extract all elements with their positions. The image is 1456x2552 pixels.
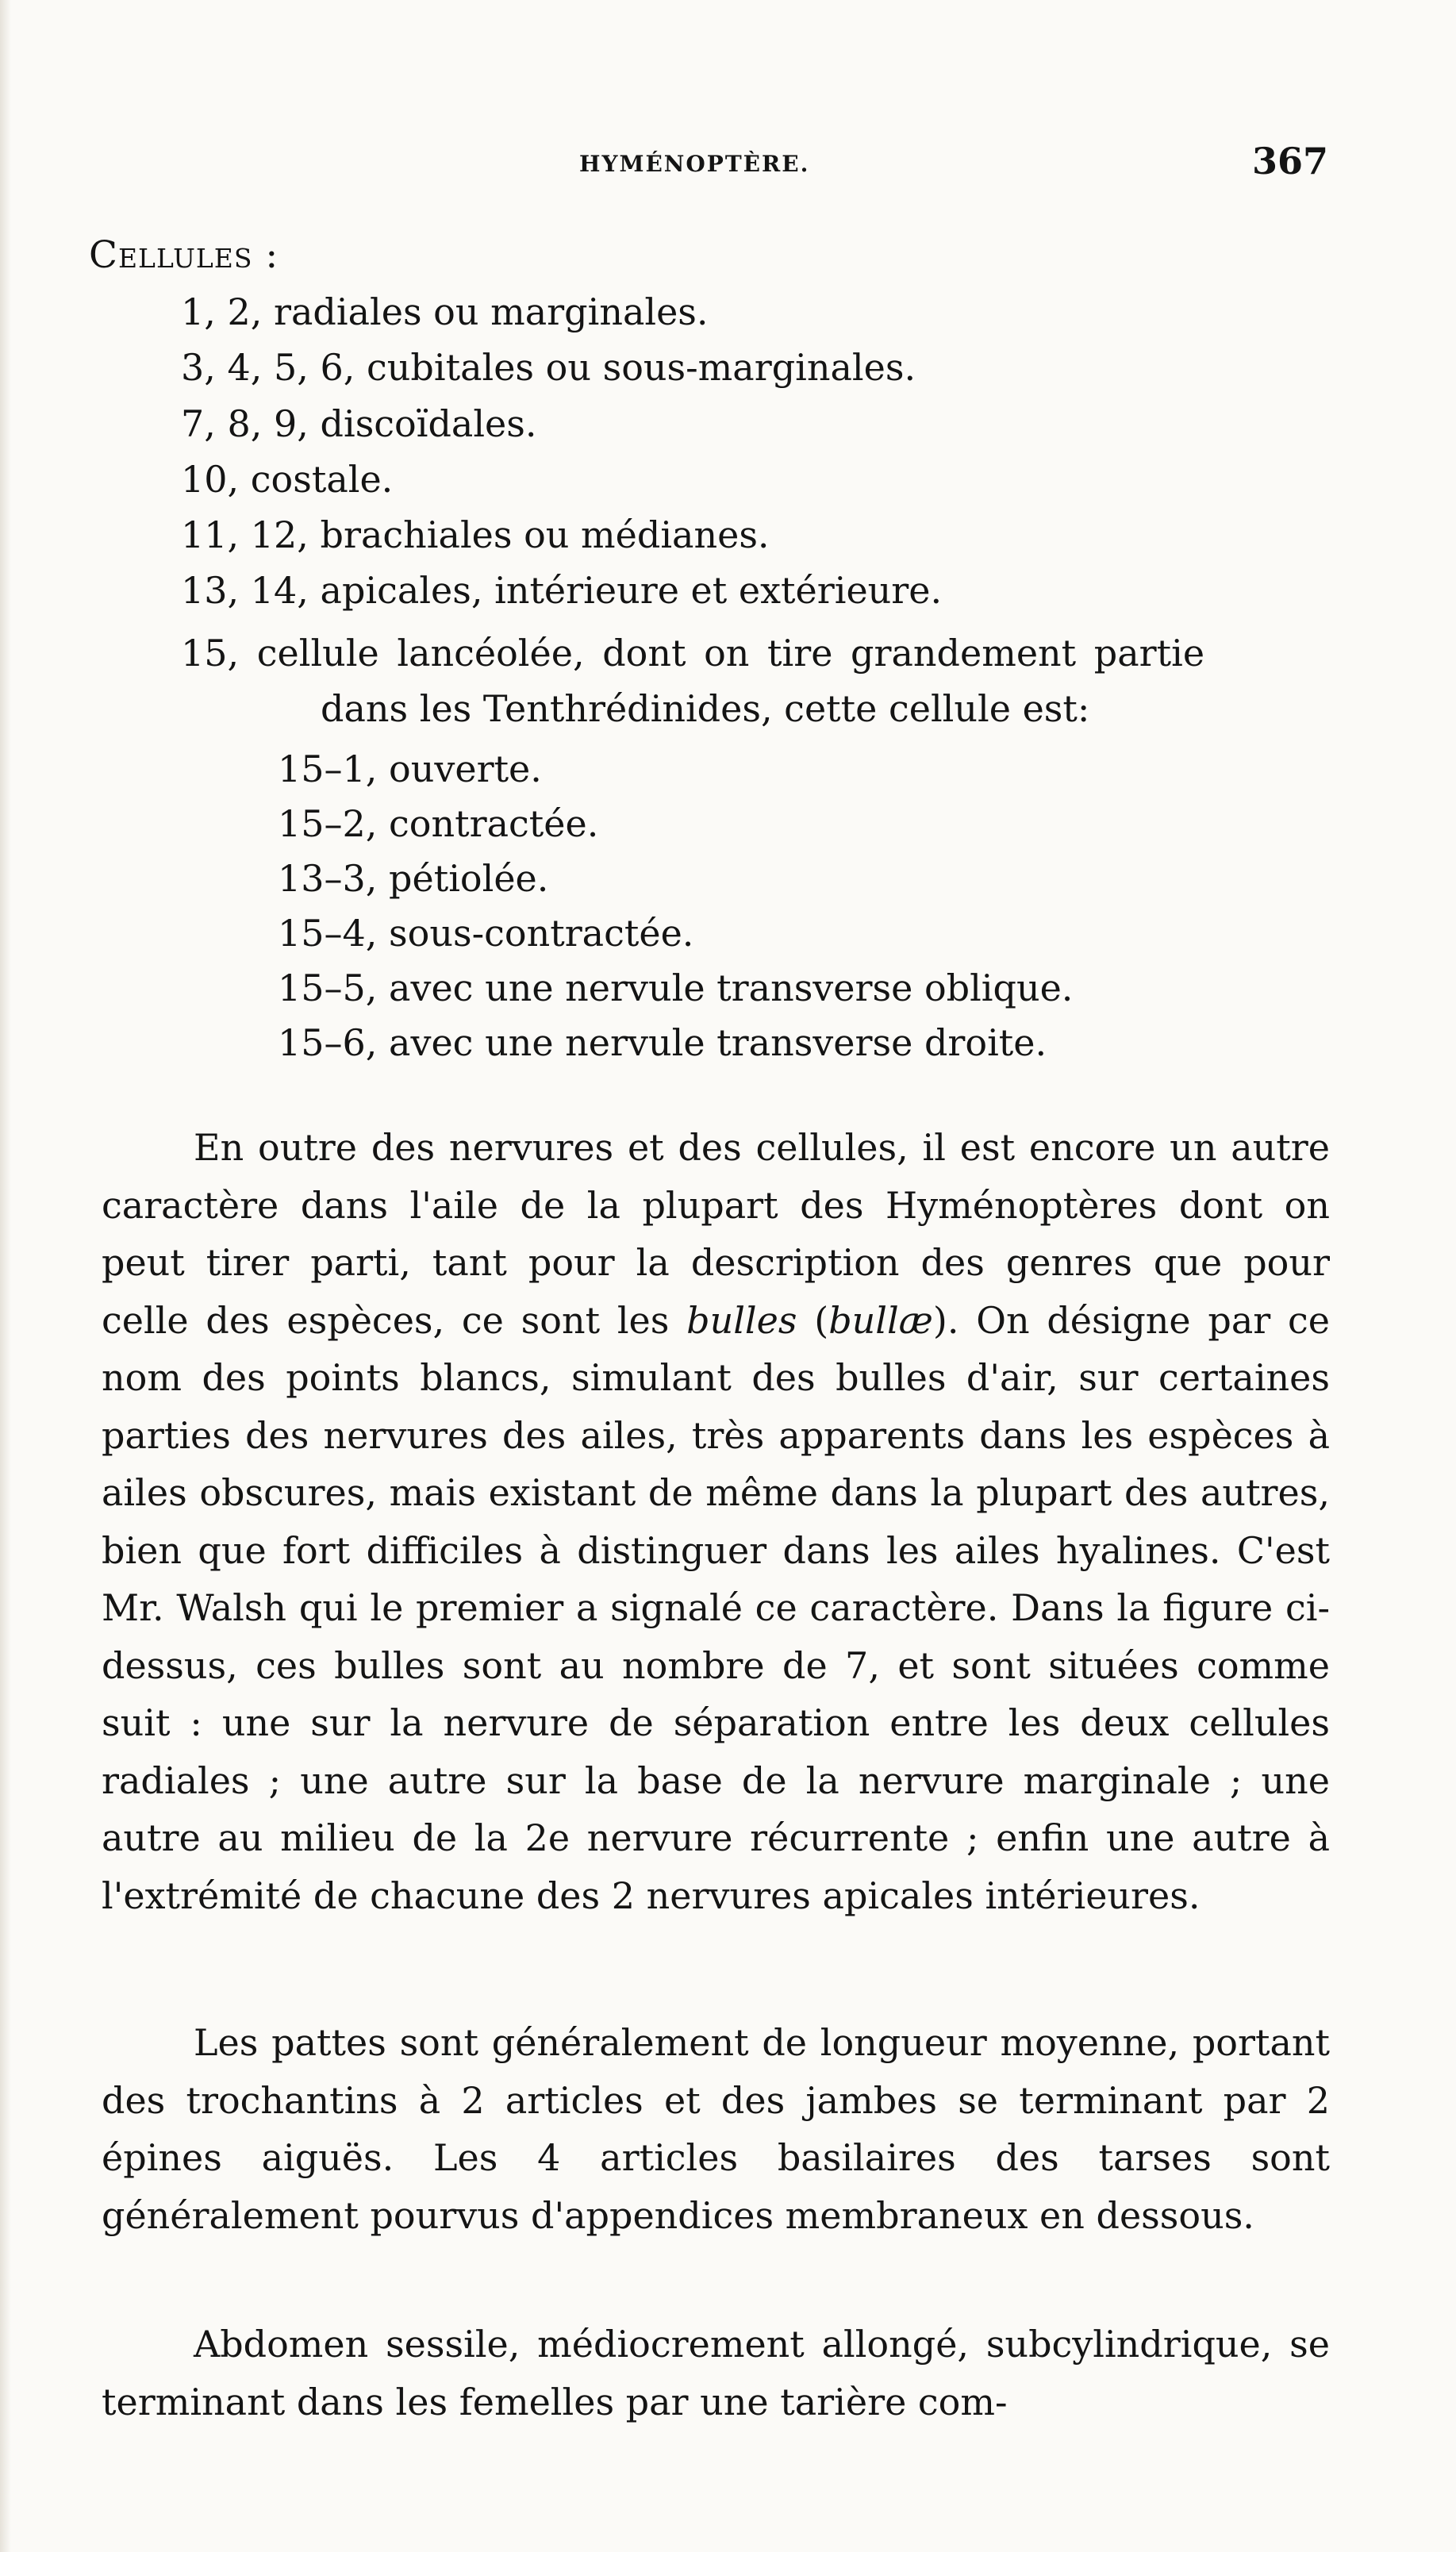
sub-list-item: 15–4, sous-contractée. [278, 912, 694, 955]
paragraph-bulles [102, 1119, 1330, 1924]
italic-term: bullæ [828, 1298, 933, 1342]
paragraph-abdomen [102, 2316, 1330, 2431]
page-number: 367 [1252, 140, 1329, 183]
page-edge-shadow [0, 0, 11, 2552]
sub-list-item: 15–2, contractée. [278, 802, 599, 845]
paragraph-text: En outre des nervures et des cellules, il est encore un autre caractère dans l'aile de la plupart des Hyménoptères dont on peut tirer parti, tant pour la description des genres que pour celle des espèces, ce sont les [102, 1126, 1330, 1342]
list-item: 10, costale. [181, 458, 394, 501]
sub-list-item: 15–6, avec une nervule transverse droite. [278, 1021, 1047, 1064]
running-head: HYMÉNOPTÈRE. [579, 151, 810, 177]
sub-list-item: 13–3, pétiolée. [278, 857, 549, 900]
list-item: 11, 12, brachiales ou médianes. [181, 513, 770, 556]
paragraph-text: Les pattes sont généralement de longueur moyenne, portant des trochantins à 2 articles et des jambes se terminant par 2 épines aiguës. Les 4 articles basilaires des tarses sont généralement pourvus d'appendices membraneux en dessous. [102, 2021, 1330, 2237]
list-item: 15, cellule lancéolée, dont on tire grandement partie [181, 632, 1205, 675]
list-item: 3, 4, 5, 6, cubitales ou sous-marginales. [181, 346, 916, 389]
list-item: 7, 8, 9, discoïdales. [181, 402, 537, 445]
page-header [0, 140, 1456, 187]
list-item: 1, 2, radiales ou marginales. [181, 290, 709, 333]
paragraph-pattes [102, 2014, 1330, 2244]
section-heading: Cellules : [89, 233, 279, 277]
paragraph-text: ( [797, 1298, 829, 1342]
italic-term: bulles [686, 1298, 797, 1342]
paragraph-text: ). On désigne par ce nom des points blancs, simulant des bulles d'air, sur certaines parties des nervures des ailes, très apparents dans les espèces à ailes obscures, mais existant de même dans la plupart des autres, bien que fort difficiles à distinguer dans les ailes hyalines. C'est Mr. Walsh qui le premier a signalé ce caractère. Dans la figure ci-dessus, ces bulles sont au nombre de 7, et sont situées comme suit : une sur la nervure de séparation entre les deux cellules radiales ; une autre sur la base de la nervure marginale ; une autre au milieu de la 2e nervure récurrente ; enfin une autre à l'extrémité de chacune des 2 nervures apicales intérieures. [102, 1298, 1331, 1917]
sub-list-item: 15–1, ouverte. [278, 748, 542, 790]
list-item: 13, 14, apicales, intérieure et extérieure. [181, 569, 943, 612]
paragraph-text: Abdomen sessile, médiocrement allongé, subcylindrique, se terminant dans les femelles par une tarière com- [102, 2323, 1330, 2423]
list-item-continuation: dans les Tenthrédinides, cette cellule est: [321, 687, 1090, 730]
sub-list-item: 15–5, avec une nervule transverse oblique. [278, 967, 1074, 1009]
